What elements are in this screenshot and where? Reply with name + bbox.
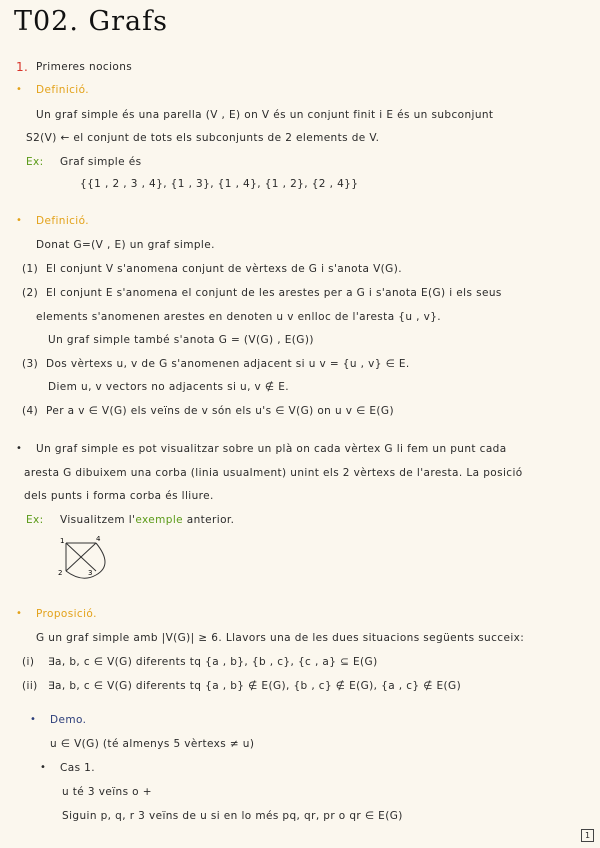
paragraph-text: dels punts i forma corba és lliure. bbox=[24, 490, 214, 502]
proposition-heading: Proposició. bbox=[36, 608, 97, 620]
graph-node-label: 3 bbox=[88, 569, 93, 577]
demo-text: u ∈ V(G) (té almenys 5 vèrtexs ≠ u) bbox=[50, 738, 255, 750]
page-number: 1 bbox=[581, 829, 594, 842]
bullet-icon: • bbox=[16, 215, 22, 226]
item-text: ∃a, b, c ∈ V(G) diferents tq {a , b}, {b , c}, {c , a} ⊆ E(G) bbox=[48, 656, 378, 668]
example-text-start: Visualitzem l' bbox=[60, 514, 136, 526]
bullet-icon: • bbox=[40, 762, 46, 773]
item-number: (1) bbox=[22, 263, 39, 275]
item-text: El conjunt E s'anomena el conjunt de les arestes per a G i s'anota E(G) i els seus bbox=[46, 287, 502, 299]
item-text: Un graf simple també s'anota G = (V(G) , E(G)) bbox=[48, 334, 314, 346]
example-text-end: anterior. bbox=[183, 514, 235, 526]
bullet-icon: • bbox=[16, 443, 22, 454]
definition-intro: Donat G=(V , E) un graf simple. bbox=[36, 239, 215, 251]
item-text: Dos vèrtexs u, v de G s'anomenen adjacent si u v = {u , v} ∈ E. bbox=[46, 358, 410, 370]
demo-heading: Demo. bbox=[50, 714, 87, 726]
definition-heading: Definició. bbox=[36, 84, 89, 96]
page-title: T02. Grafs bbox=[14, 6, 168, 37]
section-number: 1. bbox=[16, 60, 29, 74]
graph-node-label: 4 bbox=[96, 535, 101, 543]
graph-node-label: 1 bbox=[60, 537, 65, 545]
example-text: Graf simple és bbox=[60, 156, 142, 168]
graph-edge bbox=[96, 543, 105, 575]
bullet-icon: • bbox=[16, 608, 22, 619]
item-number: (ii) bbox=[22, 680, 38, 692]
example-set: {{1 , 2 , 3 , 4}, {1 , 3}, {1 , 4}, {1 , 2}, {2 , 4}} bbox=[80, 178, 359, 190]
bullet-icon: • bbox=[30, 714, 36, 725]
graph-node-label: 2 bbox=[58, 569, 63, 577]
example-highlight: exemple bbox=[135, 514, 184, 526]
demo-text: u té 3 veïns o + bbox=[62, 786, 152, 798]
item-number: (4) bbox=[22, 405, 39, 417]
example-label: Ex: bbox=[26, 514, 44, 526]
section-title: Primeres nocions bbox=[36, 61, 133, 73]
item-number: (2) bbox=[22, 287, 39, 299]
item-text: elements s'anomenen arestes en denoten u v enlloc de l'aresta {u , v}. bbox=[36, 311, 442, 323]
example-graph bbox=[52, 535, 122, 585]
demo-text: Siguin p, q, r 3 veïns de u si en lo més pq, qr, pr o qr ∈ E(G) bbox=[62, 810, 403, 822]
definition-heading: Definició. bbox=[36, 215, 89, 227]
case-heading: Cas 1. bbox=[60, 762, 95, 774]
example-text bbox=[60, 514, 234, 526]
definition-text: Un graf simple és una parella (V , E) on V és un conjunt finit i E és un subconjunt bbox=[36, 109, 494, 121]
paragraph-text: Un graf simple es pot visualitzar sobre un plà on cada vèrtex G li fem un punt cada bbox=[36, 443, 507, 455]
example-label: Ex: bbox=[26, 156, 44, 168]
item-text: ∃a, b, c ∈ V(G) diferents tq {a , b} ∉ E(G), {b , c} ∉ E(G), {a , c} ∉ E(G) bbox=[48, 680, 462, 692]
proposition-intro: G un graf simple amb |V(G)| ≥ 6. Llavors una de les dues situacions següents succeix: bbox=[36, 632, 525, 644]
bullet-icon: • bbox=[16, 84, 22, 95]
definition-text: S2(V) ← el conjunt de tots els subconjunts de 2 elements de V. bbox=[26, 132, 380, 144]
item-number: (i) bbox=[22, 656, 35, 668]
item-number: (3) bbox=[22, 358, 39, 370]
item-text: Per a v ∈ V(G) els veïns de v són els u's ∈ V(G) on u v ∈ E(G) bbox=[46, 405, 394, 417]
item-text: El conjunt V s'anomena conjunt de vèrtexs de G i s'anota V(G). bbox=[46, 263, 402, 275]
paragraph-text: aresta G dibuixem una corba (linia usualment) unint els 2 vèrtexs de l'aresta. La posició bbox=[24, 467, 523, 479]
item-text: Diem u, v vectors no adjacents si u, v ∉ E. bbox=[48, 381, 289, 393]
